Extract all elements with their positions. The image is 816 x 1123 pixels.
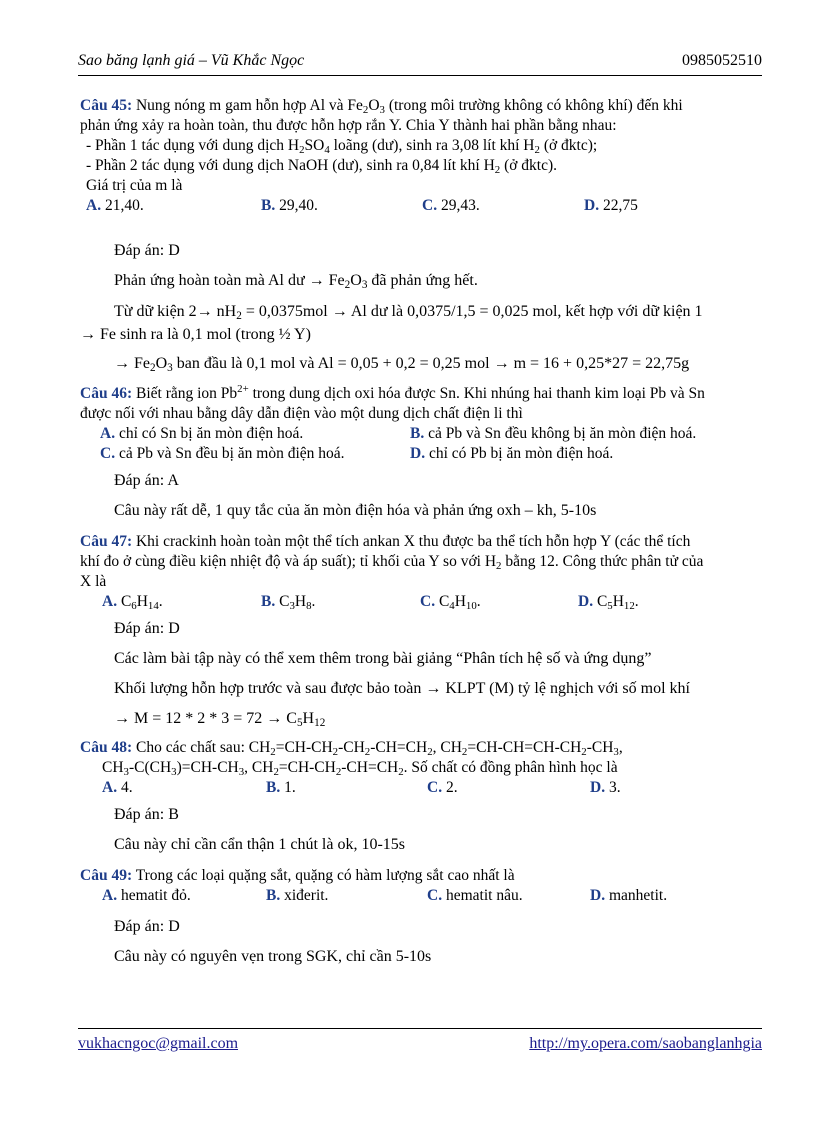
footer-email-link[interactable]: vukhacngoc@gmail.com	[78, 1035, 239, 1052]
explanation-line: → $M = 12 * 2 * 3 = 72 \to C_5H_{12}$	[114, 710, 326, 729]
explanation-line: Câu này rất dễ, 1 quy tắc của ăn mòn điện hóa và phản ứng oxh – kh, 5-10s	[114, 502, 597, 519]
question-number: Câu 47:	[80, 533, 133, 550]
answer-options: C. cả Pb và Sn đều bị ăn mòn điện hoá. D. chỉ có Pb bị ăn mòn điện hoá.	[100, 445, 614, 462]
explanation-line: Khối lượng hỗn hợp trước và sau được bảo toàn → KLPT (M) tỷ lệ nghịch với số mol khí	[114, 680, 690, 697]
question-stem: Trong các loại quặng sắt, quặng có hàm lượng sắt cao nhất là	[135, 867, 515, 884]
answer-options: A. 21,40. B. 29,40. C. 29,43. D. 22,75	[86, 197, 638, 214]
answer-key: Đáp án: D	[114, 242, 180, 259]
explanation-line: Các làm bài tập này có thể xem thêm trong bài giảng “Phân tích hệ số và ứng dụng”	[114, 650, 652, 667]
answer-options: A. hematit đỏ. B. xiđerit. C. hematit nâu. D. manhetit.	[102, 887, 668, 904]
question-number: Câu 49:	[80, 867, 133, 884]
question-number: Câu 48:	[80, 739, 133, 756]
answer-key: Đáp án: D	[114, 620, 180, 637]
question-number: Câu 46:	[80, 385, 133, 402]
answer-options: A. 4. B. 1. C. 2. D. 3.	[102, 779, 621, 796]
explanation-line: Phản ứng hoàn toàn mà Al dư → $Fe_2O_3$ đã phản ứng hết.	[114, 272, 478, 291]
page-footer	[78, 1028, 762, 1054]
footer-url-link[interactable]: http://my.opera.com/saobanglanhgia	[529, 1035, 762, 1052]
answer-key: Đáp án: B	[114, 806, 179, 823]
explanation-line: Từ dữ kiện $2\to nH_2 = 0,0375mol \to Al$ dư là 0,0375/1,5 = 0,025 mol, kết hợp với dữ kiện 1	[114, 303, 703, 322]
header-phone: 0985052510	[682, 52, 762, 69]
header-title: Sao băng lạnh giá – Vũ Khắc Ngọc	[78, 52, 305, 69]
explanation-line: Câu này có nguyên vẹn trong SGK, chỉ cần 5-10s	[114, 948, 432, 965]
question-49	[80, 866, 764, 906]
question-47: Câu 47: Khi crackinh hoàn toàn một thể tích ankan X thu được ba thể tích hỗn hợp Y (các thể tích khí đo ở cùng điều kiện nhiệt độ và áp suất); tỉ khối của Y so với $H_2$ bằng 12. Công thức phân tử của X là A. $C_6H_{14}$. B. $C_3H_8$. C. $C_4H_{10}$. D. $C_5H_{12}$.	[80, 532, 764, 612]
question-number: Câu 45:	[80, 97, 133, 114]
question-46: Câu 46: Biết rằng ion $Pb^{2+}$ trong dung dịch oxi hóa được Sn. Khi nhúng hai thanh kim loại Pb và Sn được nối với nhau bằng dây dẫn điện vào một dung dịch chất điện li thì A. chỉ có Sn bị ăn mòn điện hoá. B. cả Pb và Sn đều không bị ăn mòn điện hoá. C. cả Pb và Sn đều bị ăn mòn điện hoá. D. chỉ có Pb bị ăn mòn điện hoá.	[80, 384, 764, 464]
answer-options: A. $C_6H_{14}$. B. $C_3H_8$. C. $C_4H_{10}$. D. $C_5H_{12}$.	[102, 593, 639, 612]
explanation-line: Câu này chỉ cần cẩn thận 1 chút là ok, 10-15s	[114, 836, 406, 853]
question-45: Câu 45: Nung nóng m gam hỗn hợp Al và $Fe_2O_3$ (trong môi trường không có không khí) đến khi phản ứng xảy ra hoàn toàn, thu được hỗn hợp rắn Y. Chia Y thành hai phần bằng nhau: - Phần 1 tác dụng với dung dịch $H_2SO_4$ loãng (dư), sinh ra 3,08 lít khí $H_2$ (ở đktc); - Phần 2 tác dụng với dung dịch NaOH (dư), sinh ra 0,84 lít khí $H_2$ (ở đktc). Giá trị của m là A. 21,40. B. 29,40. C. 29,43. D. 22,75	[80, 96, 764, 216]
answer-key: Đáp án: A	[114, 472, 179, 489]
question-48: Câu 48: Cho các chất sau: $CH_2=CH-CH_2-CH_2-CH=CH_2$, $CH_2=CH-CH=CH-CH_2-CH_3$, $CH_3-C(CH_3)=CH-CH_3$, $CH_2=CH-CH_2-CH=CH_2$. Số chất có đồng phân hình học là A. 4. B. 1. C. 2. D. 3.	[80, 738, 764, 798]
question-stem: Nung nóng m gam hỗn hợp Al và $Fe_2O_3$ (trong môi trường không có không khí) đến khi	[135, 97, 683, 116]
answer-key: Đáp án: D	[114, 918, 180, 935]
explanation-line: → $Fe_2O_3$ ban đầu là 0,1 mol và Al = 0,05 + 0,2 = 0,25 mol → m = 16 + 0,25*27 = 22,75g	[114, 355, 690, 374]
answer-options: A. chỉ có Sn bị ăn mòn điện hoá. B. cả Pb và Sn đều không bị ăn mòn điện hoá.	[100, 425, 697, 442]
explanation-line: → Fe sinh ra là 0,1 mol (trong ½ Y)	[80, 326, 311, 343]
page-header	[78, 50, 762, 76]
